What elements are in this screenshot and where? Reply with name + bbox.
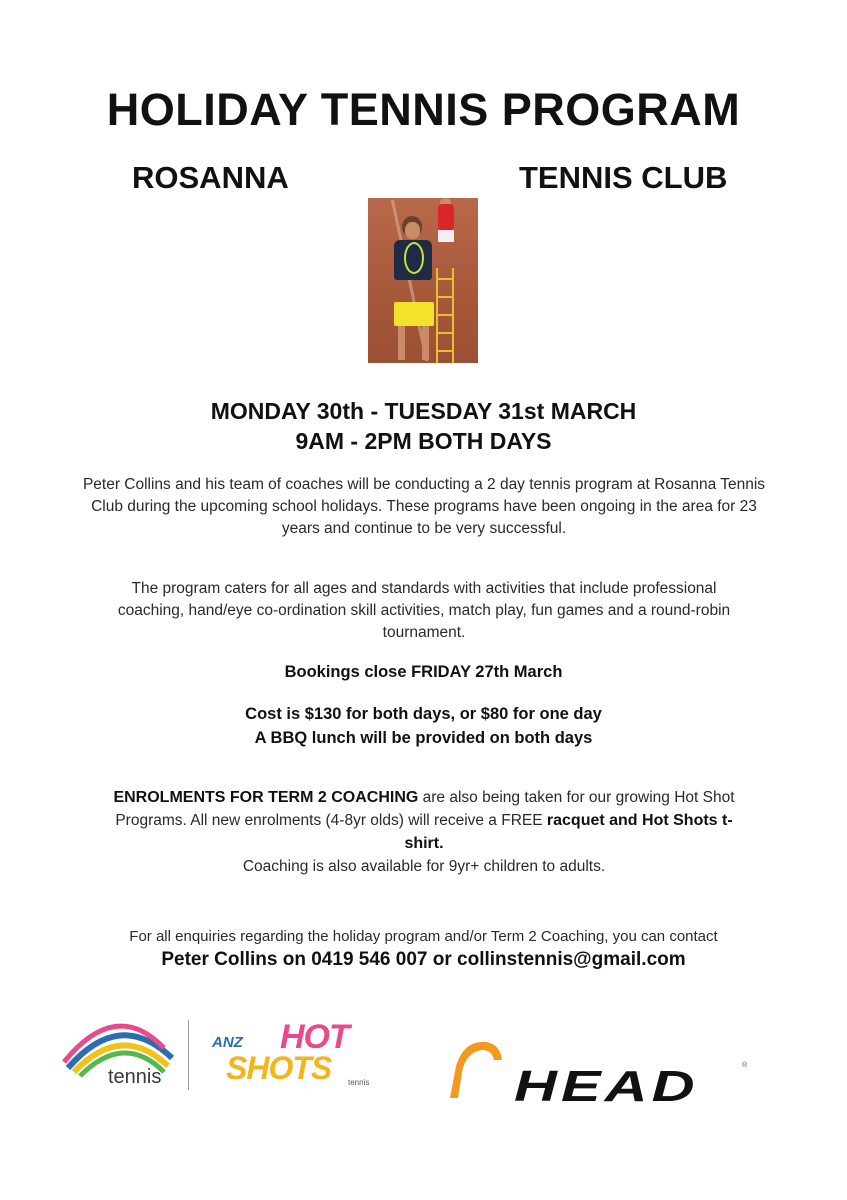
child-leg-left	[398, 326, 405, 360]
program-times: 9AM - 2PM BOTH DAYS	[295, 428, 552, 454]
agility-ladder	[436, 268, 454, 363]
tennis-australia-logo	[60, 1018, 180, 1096]
hotshots-small-text: tennis	[348, 1078, 370, 1087]
activities-paragraph: The program caters for all ages and standards with activities that include professional coaching, hand/eye co-ordination skill activities, match play, fun games and a round-robin tournament.	[117, 580, 731, 641]
logo-divider	[188, 1020, 189, 1090]
head-text: HEAD	[514, 1062, 699, 1111]
child-leg-right	[422, 326, 429, 360]
lunch-info: A BBQ lunch will be provided on both days	[254, 729, 593, 747]
tennis-logo-text: tennis	[108, 1066, 162, 1088]
kids-tennis-photo	[368, 198, 478, 363]
hot-text: HOT	[280, 1018, 349, 1056]
background-child	[438, 204, 454, 230]
intro-paragraph: Peter Collins and his team of coaches will be conducting a 2 day tennis program at Rosanna Tennis Club during the upcoming school holidays. These programs have been ongoing in the area for 23 years and continue to be very successful.	[82, 476, 766, 537]
enrolments-prize: racquet and Hot Shots t-shirt.	[404, 812, 733, 852]
enquiries-text: For all enquiries regarding the holiday program and/or Term 2 Coaching, you can contact	[129, 928, 718, 945]
enrolments-section	[100, 786, 748, 878]
coaching-availability: Coaching is also available for 9yr+ children to adults.	[242, 858, 606, 875]
child-face	[405, 222, 420, 239]
enrolments-text: are also being taken for our growing Hot Shot Programs. All new enrolments (4-8yr olds) will receive a FREE	[115, 789, 735, 829]
contact-details: Peter Collins on 0419 546 007 or collinstennis@gmail.com	[161, 949, 686, 970]
tennis-racket	[404, 242, 424, 274]
subtitle-club-name: ROSANNA	[132, 160, 289, 195]
background-child-shorts	[438, 230, 454, 242]
enrolments-heading: ENROLMENTS FOR TERM 2 COACHING	[113, 789, 419, 806]
bookings-close: Bookings close FRIDAY 27th March	[284, 663, 563, 681]
head-swoosh-icon	[446, 1036, 506, 1100]
anz-text: ANZ	[212, 1034, 243, 1051]
shots-text: SHOTS	[226, 1050, 332, 1086]
child-shorts	[394, 302, 434, 326]
cost-info: Cost is $130 for both days, or $80 for one day	[245, 705, 602, 723]
program-dates: MONDAY 30th - TUESDAY 31st MARCH	[210, 398, 637, 424]
head-logo	[446, 1036, 751, 1111]
anz-hot-shots-logo	[208, 1016, 383, 1096]
page-title: HOLIDAY TENNIS PROGRAM	[106, 84, 741, 135]
head-registered-mark: ®	[742, 1062, 748, 1069]
subtitle-tennis-club: TENNIS CLUB	[519, 160, 728, 195]
